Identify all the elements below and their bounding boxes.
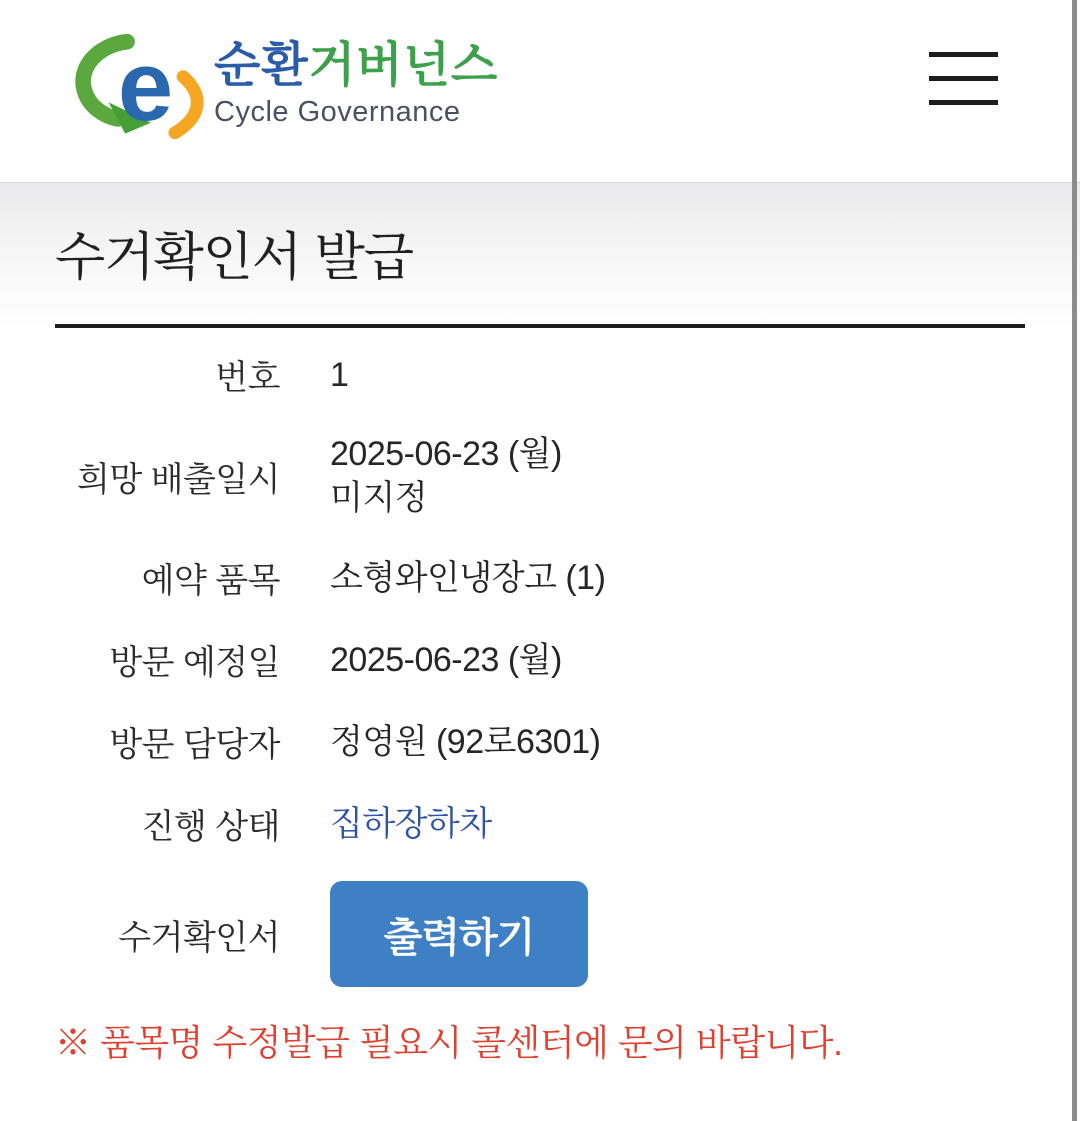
table-row-collection-confirmation (55, 881, 1025, 987)
table-row-visit-date (55, 635, 1025, 684)
table-row-visit-agent (55, 717, 1025, 766)
row-value: 소형와인냉장고 (1) (330, 558, 606, 597)
table-row-desired-discharge-date (55, 432, 1025, 520)
logo-korean-title (214, 40, 498, 93)
row-value (330, 432, 562, 520)
table-row-number (55, 350, 1025, 399)
row-label: 진행 상태 (141, 808, 280, 846)
row-label: 번호 (215, 359, 280, 397)
table-row-reserved-items (55, 553, 1025, 602)
status-link[interactable]: 집하장하차 (330, 804, 492, 843)
page-title: 수거확인서 발급 (55, 229, 414, 287)
main-content (0, 182, 1080, 1120)
logo-korean-part1: 순환 (214, 39, 309, 92)
logo-english-subtitle: Cycle Governance (214, 95, 461, 128)
row-value (330, 802, 492, 846)
print-button[interactable]: 출력하기 (330, 881, 588, 987)
row-value (330, 881, 588, 987)
table-row-progress-status (55, 799, 1025, 848)
row-label: 방문 예정일 (109, 644, 280, 682)
row-label: 방문 담당자 (109, 726, 280, 764)
hamburger-bar (929, 52, 998, 57)
site-logo[interactable] (70, 28, 498, 140)
discharge-time-line: 미지정 (330, 479, 428, 517)
logo-korean-part2: 거버넌스 (308, 39, 499, 92)
hamburger-bar (929, 76, 998, 81)
collection-details-table (55, 350, 1025, 987)
row-value: 정영원 (92로6301) (330, 722, 601, 761)
row-label: 예약 품목 (141, 562, 280, 600)
callcenter-notice-text: ※ 품목명 수정발급 필요시 콜센터에 문의 바랍니다. (55, 1022, 843, 1063)
scrollbar-track[interactable] (1072, 0, 1077, 1121)
discharge-date-line: 2025-06-23 (월) (330, 435, 562, 473)
row-label: 희망 배출일시 (76, 460, 280, 499)
hamburger-menu-button[interactable] (929, 52, 998, 105)
logo-text (214, 28, 498, 129)
title-divider (55, 324, 1025, 328)
recycle-e-logo-icon (70, 28, 208, 140)
row-value: 2025-06-23 (월) (330, 640, 562, 679)
row-value: 1 (330, 355, 349, 394)
row-label: 수거확인서 (118, 918, 280, 957)
site-header (0, 0, 1080, 182)
svg-text:e: e (117, 30, 174, 140)
hamburger-bar (929, 100, 998, 105)
